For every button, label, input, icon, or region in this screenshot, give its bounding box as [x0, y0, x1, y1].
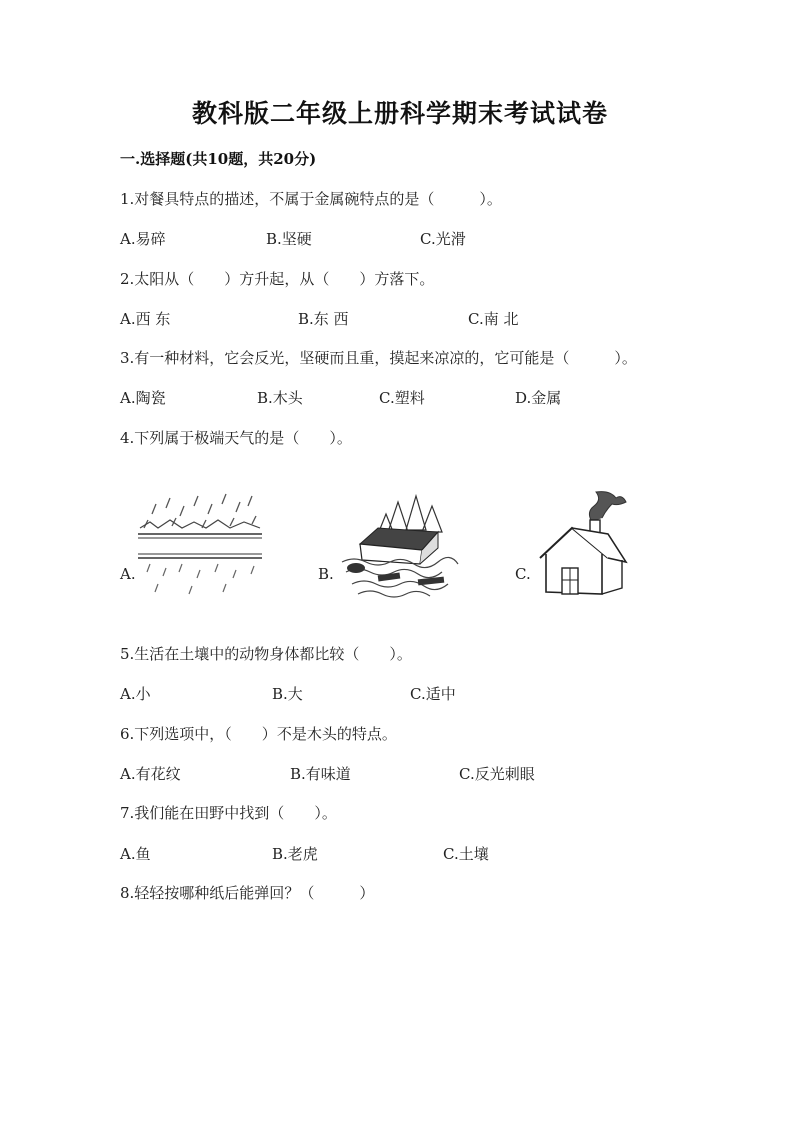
question-6: 6.下列选项中，（ ）不是木头的特点。 [120, 725, 397, 743]
q1-option-b[interactable]: B.坚硬 [266, 230, 312, 248]
q4-option-b[interactable]: B. [318, 565, 334, 583]
page-title: 教科版二年级上册科学期末考试试卷 [191, 99, 608, 128]
question-1: 1.对餐具特点的描述，不属于金属碗特点的是（ ）。 [120, 190, 502, 208]
q4-option-a[interactable]: A. [120, 565, 136, 583]
q5-option-c[interactable]: C.适中 [410, 685, 456, 703]
question-2: 2.太阳从（ ）方升起，从（ ）方落下。 [120, 270, 435, 288]
q5-option-b[interactable]: B.大 [272, 685, 303, 703]
question-7: 7.我们能在田野中找到（ ）。 [120, 804, 337, 822]
section-heading: 一.选择题(共10题，共20分) [120, 150, 317, 168]
question-4: 4.下列属于极端天气的是（ ）。 [120, 429, 352, 447]
q1-option-a[interactable]: A.易碎 [120, 230, 166, 248]
q2-option-b[interactable]: B.东 西 [298, 310, 349, 328]
q7-option-a[interactable]: A.鱼 [120, 845, 151, 863]
q3-option-c[interactable]: C.塑料 [379, 389, 425, 407]
rain-road-image [136, 490, 264, 600]
q7-option-b[interactable]: B.老虎 [272, 845, 318, 863]
q3-option-b[interactable]: B.木头 [257, 389, 303, 407]
q5-option-a[interactable]: A.小 [120, 685, 151, 703]
question-5: 5.生活在土壤中的动物身体都比较（ ）。 [120, 645, 412, 663]
q2-option-c[interactable]: C.南 北 [468, 310, 519, 328]
q1-option-c[interactable]: C.光滑 [420, 230, 466, 248]
house-chimney-image [536, 488, 628, 600]
q2-option-a[interactable]: A.西 东 [120, 310, 171, 328]
q3-option-d[interactable]: D.金属 [515, 389, 562, 407]
question-8: 8.轻轻按哪种纸后能弹回？（ ） [120, 884, 375, 902]
q6-option-b[interactable]: B.有味道 [290, 765, 351, 783]
q6-option-c[interactable]: C.反光刺眼 [459, 765, 535, 783]
flooded-house-image [338, 492, 460, 602]
q4-option-c[interactable]: C. [515, 565, 531, 583]
q7-option-c[interactable]: C.土壤 [443, 845, 489, 863]
question-3: 3.有一种材料，它会反光，坚硬而且重，摸起来凉凉的，它可能是（ ）。 [120, 349, 637, 367]
q3-option-a[interactable]: A.陶瓷 [120, 389, 166, 407]
q6-option-a[interactable]: A.有花纹 [120, 765, 181, 783]
